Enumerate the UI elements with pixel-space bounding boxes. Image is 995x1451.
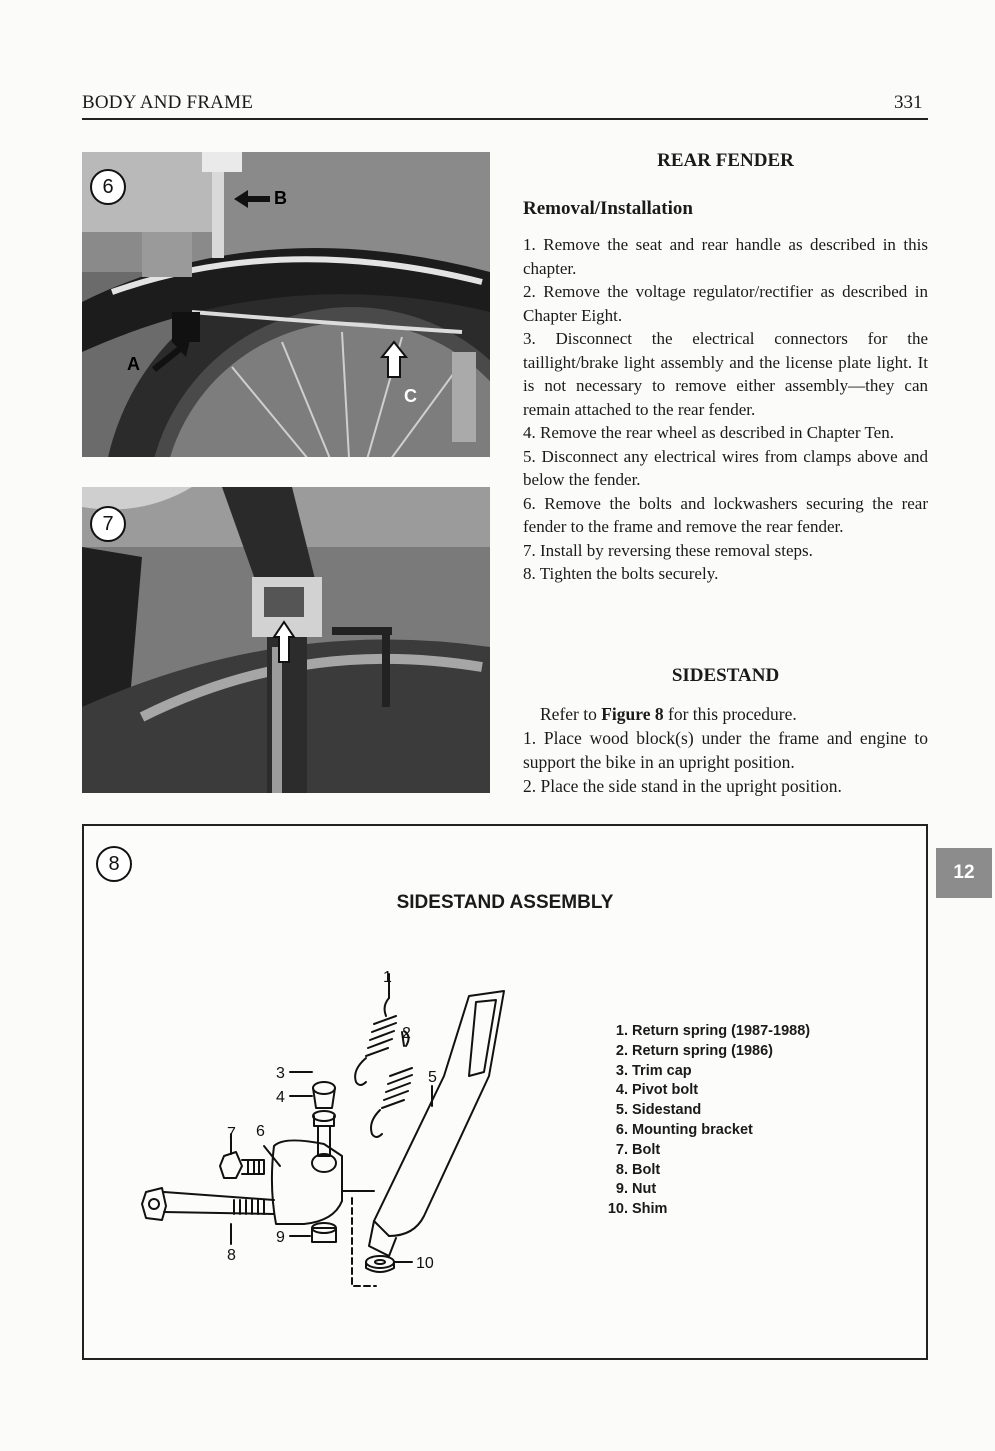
rear-fender-steps xyxy=(523,233,928,586)
figure-8-number: 8 xyxy=(96,846,132,882)
callout-7: 7 xyxy=(227,1125,236,1142)
label-c: C xyxy=(404,386,417,406)
figure-8-box xyxy=(82,824,928,1360)
sidestand-intro xyxy=(523,702,928,726)
removal-installation-subheading: Removal/Installation xyxy=(523,198,693,219)
legend-item xyxy=(598,1022,810,1042)
legend-label: Bolt xyxy=(632,1141,661,1158)
legend-label: Return spring (1986) xyxy=(632,1042,773,1059)
legend-label: Pivot bolt xyxy=(632,1082,699,1099)
callout-9: 9 xyxy=(276,1229,285,1246)
sidestand-step: 2. Place the side stand in the upright position. xyxy=(523,776,842,796)
legend-number: 2. xyxy=(615,1042,628,1059)
rear-fender-step: 2. Remove the voltage regulator/rectifier as described in Chapter Eight. xyxy=(523,282,928,325)
figure-7-photo xyxy=(82,487,490,793)
intro-text-before: Refer to xyxy=(540,704,602,724)
figure-8-title: SIDESTAND ASSEMBLY xyxy=(396,892,614,913)
rear-fender-step: 5. Disconnect any electrical wires from clamps above and below the fender. xyxy=(523,446,928,489)
legend-item xyxy=(598,1200,810,1220)
sidestand-step: 1. Place wood block(s) under the frame and engine to support the bike in an upright position. xyxy=(523,728,928,772)
sidestand-heading: SIDESTAND xyxy=(671,665,780,686)
legend-item xyxy=(598,1081,810,1101)
intro-text-after: for this procedure. xyxy=(663,704,797,724)
parts-legend xyxy=(598,1022,810,1220)
fender-bracket-photo-illustration xyxy=(82,487,490,793)
legend-number: 8. xyxy=(615,1161,628,1178)
rear-fender-step: 7. Install by reversing these removal steps. xyxy=(523,540,813,560)
rear-fender-heading: REAR FENDER xyxy=(657,150,794,171)
running-header-title: BODY AND FRAME xyxy=(82,92,254,113)
legend-label: Nut xyxy=(632,1181,657,1198)
rear-fender-step: 6. Remove the bolts and lockwashers securing the rear fender to the frame and remove the rear fender. xyxy=(523,493,928,536)
callout-4: 4 xyxy=(276,1089,285,1106)
legend-label: Shim xyxy=(632,1201,668,1218)
callout-1: 1 xyxy=(383,969,392,986)
rear-fender-step: 4. Remove the rear wheel as described in Chapter Ten. xyxy=(523,423,894,442)
callout-5: 5 xyxy=(428,1069,437,1086)
rear-fender-step: 3. Disconnect the electrical connectors for the taillight/brake light assembly and the license plate light. It is not necessary to remove either assembly—they can remain attached to the rear fender. xyxy=(523,329,928,419)
legend-number: 9. xyxy=(615,1181,628,1198)
callout-2: 2 xyxy=(402,1025,411,1042)
legend-number: 7. xyxy=(615,1141,628,1158)
rear-fender-step: 8. Tighten the bolts securely. xyxy=(523,564,719,583)
callout-3: 3 xyxy=(276,1065,285,1082)
header-rule xyxy=(82,118,928,120)
legend-label: Mounting bracket xyxy=(632,1121,753,1138)
legend-number: 4. xyxy=(615,1082,628,1099)
legend-label: Trim cap xyxy=(632,1062,692,1079)
legend-label: Bolt xyxy=(632,1161,661,1178)
legend-item xyxy=(598,1121,810,1141)
rear-fender-step: 1. Remove the seat and rear handle as described in this chapter. xyxy=(523,235,928,278)
callout-8: 8 xyxy=(227,1247,236,1264)
legend-number: 1. xyxy=(615,1023,628,1039)
legend-item xyxy=(598,1062,810,1082)
legend-number: 3. xyxy=(615,1062,628,1079)
legend-item xyxy=(598,1180,810,1200)
legend-item xyxy=(598,1101,810,1121)
legend-item xyxy=(598,1141,810,1161)
chapter-tab: 12 xyxy=(936,848,992,898)
label-b: B xyxy=(274,188,287,208)
legend-number: 10. xyxy=(607,1201,628,1218)
callout-10: 10 xyxy=(416,1255,434,1272)
page-number: 331 xyxy=(894,92,923,113)
figure-6-number: 6 xyxy=(90,169,126,205)
legend-number: 5. xyxy=(615,1102,628,1119)
callout-6: 6 xyxy=(256,1123,265,1140)
figure-6-photo xyxy=(82,152,490,457)
legend-label: Sidestand xyxy=(632,1102,702,1119)
legend-label: Return spring (1987-1988) xyxy=(632,1023,811,1039)
legend-item xyxy=(598,1161,810,1181)
figure-7-number: 7 xyxy=(90,506,126,542)
sidestand-text xyxy=(523,702,928,798)
label-a: A xyxy=(127,354,140,374)
figure-8-reference: Figure 8 xyxy=(601,704,664,724)
legend-number: 6. xyxy=(615,1121,628,1138)
legend-item xyxy=(598,1042,810,1062)
